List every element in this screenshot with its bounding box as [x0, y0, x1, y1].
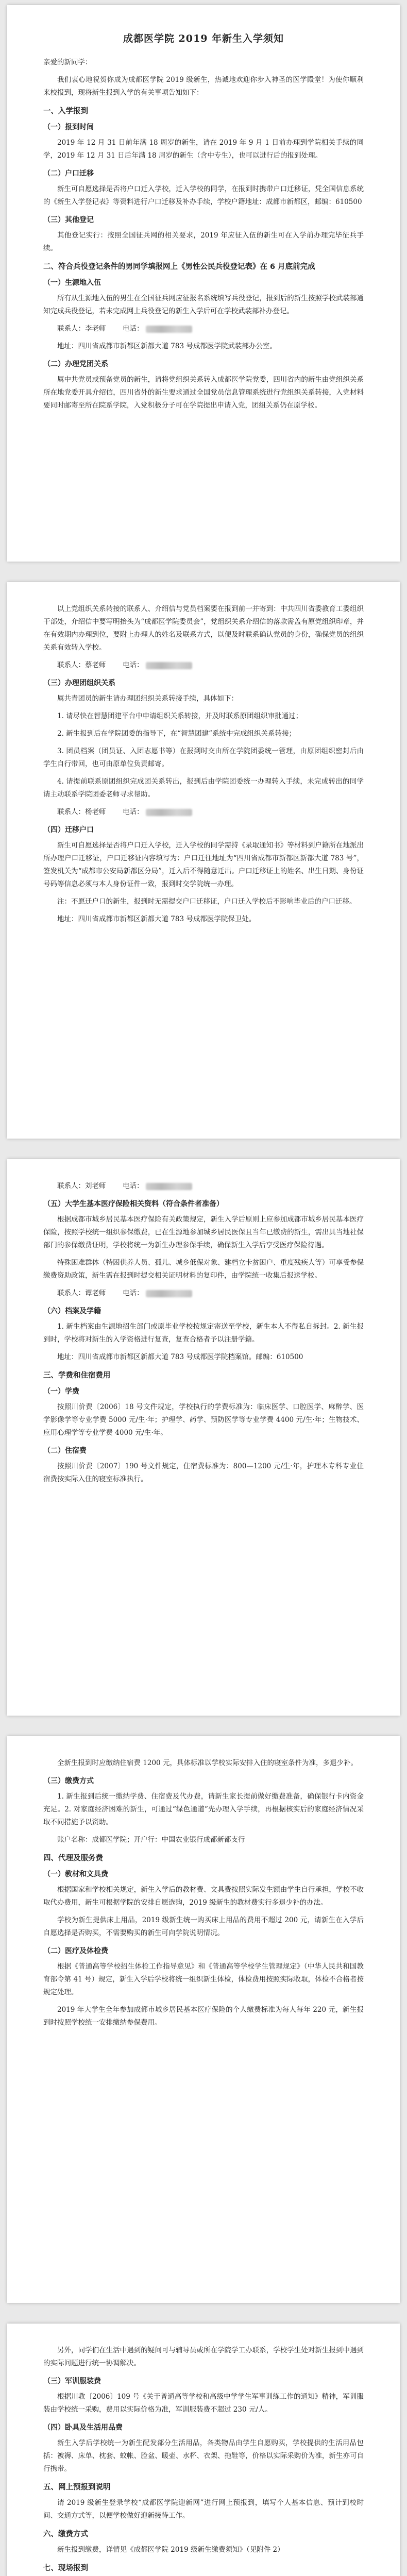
page-3 — [7, 1159, 400, 1716]
contact-person: 联系人：谭老师 电话： — [43, 1287, 364, 1300]
address: 地址：四川省成都市新都区新都大道 783 号成都医学院档案馆。邮编：610500 — [57, 1353, 303, 1361]
contact-person: 联系人：刘老师 电话： — [43, 1180, 364, 1193]
paragraph: 其他登记实行：按照全国征兵网的相关要求，2019 年应征入伍的新生可在入学前办理完毕征兵手续。 — [43, 231, 364, 252]
page-5 — [7, 2324, 400, 2576]
paragraph: 特殊困难群体（特困供养人员、孤儿、城乡低保对象、建档立卡贫困户、重度残疾人等）可享受参保缴费资助政策，新生需在报到时提交相关证明材料的复印件，由学院统一收集后报送学校。 — [43, 1259, 364, 1280]
subsection-heading: （一）生源地入伍 — [43, 279, 101, 287]
paragraph: 按照川价费〔2006〕18 号文件规定，学校执行的学费标准为：临床医学、口腔医学、麻醉学、医学影像学等专业学费 5000 元/生·年；护理学、药学、预防医学等专业学费 4400 元/生·年；生物技术、应用心理学等专业学费 4000 元/生·年。 — [43, 1403, 364, 1437]
paragraph: 根据成都市城乡居民基本医疗保险有关政策规定，新生入学后原则上应参加成都市城乡居民基本医疗保险，按照学校统一组织参保缴费，已在生源地参加城乡居民医保且当年已缴费的新生，需出具当地社保部门的参保缴费证明，学校将统一为新生办理参保手续，确保新生入学后享受医疗保险待遇。 — [43, 1215, 364, 1249]
page-1 — [7, 5, 400, 562]
subsection-heading: （四）迁移户口 — [43, 826, 94, 834]
redacted-phone — [146, 1183, 192, 1190]
paragraph: 新生入学后学校统一为新生配发部分生活用品，各类物品由学生自愿购买，学校提供的生活用品包括：被褥、床单、枕套、蚊帐、脸盆、暖壶、水杯、衣架、拖鞋等，价格以实际采购价为准，新生亦可自行携带。 — [43, 2439, 364, 2473]
subsection-heading: （一）报到时间 — [43, 123, 94, 131]
subsection-heading: （一）学费 — [43, 1387, 79, 1396]
subsection-heading: （六）档案及学籍 — [43, 1307, 101, 1315]
paragraph: 新生可自愿选择是否将户口迁入学校，迁入学校的同学需持《录取通知书》等材料到户籍所在地派出所办理户口迁移证，户口迁移证内容填写为：户口迁往地址为“四川省成都市新都区新都大道 783 号”，签发机关为“成都市公安局新都区分局”，迁入后不得随意迁出。户口迁移证上的姓名、出生日期、身份证号码等信息必须与本人身份证件一致，报到时交学院统一办理。 — [43, 841, 364, 888]
list-item: 4. 请提前联系原团组织完成团关系转出，报到后由学院团委统一办理转入手续，未完成转出的同学请主动联系学院团委老师寻求帮助。 — [43, 777, 364, 799]
contact-person: 联系人：杨老师 电话： — [43, 806, 364, 819]
subsection-heading: （四）卧具及生活用品费 — [43, 2424, 123, 2432]
redacted-phone — [146, 326, 192, 333]
paragraph: 全新生报到时应缴纳住宿费 1200 元，具体标准以学校实际安排入住的寝室条件为准，多退少补。 — [57, 1759, 358, 1767]
paragraph: 新生报到缴费，详情见《成都医学院 2019 级新生缴费须知》（见附件 2） — [57, 2546, 284, 2554]
redacted-phone — [146, 1290, 192, 1297]
subsection-heading: （五）大学生基本医疗保险相关资料（符合条件者准备） — [43, 1200, 224, 1208]
subsection-heading: （二）户口迁移 — [43, 170, 94, 178]
paragraph: 属中共党员或预备党员的新生，请将党组织关系转入成都医学院党委，四川省内的新生由党组织关系所在地党委开具介绍信，四川省外的新生要求通过全国党员信息管理系统进行党组织关系转接，入党材料要同时邮寄至所在院系学院，入党积极分子可在学院提出申请入党，团组关系仍在原学校。 — [43, 376, 364, 410]
paragraph: 属共青团员的新生请办理团组织关系转接手续，具体如下： — [57, 694, 238, 703]
paragraph: 注：不愿迁户口的新生，报到时无需提交户口迁移证，户口迁入学校后不影响毕业后的户口迁移。 — [57, 897, 357, 906]
address: 地址：四川省成都市新都区新都大道 783 号成都医学院武装部办公室。 — [57, 342, 277, 350]
section-heading: 五、网上预报到说明 — [43, 2483, 111, 2492]
section-heading: 二、符合兵役登记条件的男同学填报网上《男性公民兵役登记表》在 6 月底前完成 — [43, 263, 315, 271]
subsection-heading: （三）其他登记 — [43, 216, 94, 224]
paragraph: 根据国家和学校相关规定，新生入学后的教材费、文具费按照实际发生额由学生自行承担，学校不收取代办费用，新生可根据学院的安排自愿选购，2019 级新生的教材费实行多退少补的办法。 — [43, 1886, 364, 1907]
paragraph: 以上党组织关系转接的联系人、介绍信与党员档案要在报到前一并寄到：中共四川省委教育工委组织干部处，介绍信中要写明抬头为“成都医学院委员会”，党组织关系介绍信的落款需盖有原党组织印章，并在有效期内办理到位，要附上办理人的姓名及联系方式，以便及时联系确认党员的身份，确保党员的组织关系有效转入学校。 — [43, 605, 364, 652]
paragraph: 学校为新生提供床上用品，2019 级新生统一购买床上用品的费用不超过 200 元，请新生在入学后自愿选择是否购买，不需要购买的新生可向学院说明情况。 — [43, 1916, 364, 1937]
subsection-heading: （二）住宿费 — [43, 1447, 87, 1455]
paragraph: 新生可自愿选择是否将户口迁入学校，迁入学校的同学，在报到时携带户口迁移证，凭全国信息系统的《新生入学登记表》等资料进行户口迁移及补办手续，学校户籍地址：成都市新都区，邮编：610500 — [43, 185, 364, 206]
section-heading: 一、入学报到 — [43, 107, 88, 115]
subsection-heading: （三）办理团组织关系 — [43, 679, 115, 687]
list-item: 2. 新生报到后在学院团委的指导下，在“智慧团建”系统中完成组织关系转接； — [57, 730, 296, 738]
document-title: 成都医学院 2019 年新生入学须知 — [123, 33, 284, 44]
subsection-heading: （二）办理党团关系 — [43, 360, 108, 368]
contact-person: 联系人：蔡老师 电话： — [43, 659, 364, 672]
section-heading: 六、缴费方式 — [43, 2530, 88, 2538]
paragraph: 2019 年大学生全年参加成都市城乡居民基本医疗保险的个人缴费标准为每人每年 220 元，新生报到时按照学校统一安排缴纳参保费用。 — [43, 2006, 364, 2027]
paragraph: 1. 新生档案由生源地招生部门或原毕业学校按规定寄送至学校，新生本人不得私自拆封。2. 新生报到时，学校将对新生的入学资格进行复查，复查合格者予以注册学籍。 — [43, 1323, 364, 1344]
greeting: 亲爱的新同学： — [43, 58, 92, 66]
paragraph: 按照川价费〔2007〕190 号文件规定，住宿费标准为：800—1200 元/生·年，护理本专科专业住宿费按实际入住的寝室标准执行。 — [43, 1462, 364, 1483]
page-2 — [7, 582, 400, 1139]
page-4 — [7, 1736, 400, 2303]
paragraph: 请 2019 级新生登录学校“成都医学院迎新网”进行网上预报到，填写个人基本信息、预计到校时间、交通方式等，以便学校做好迎新接待工作。 — [43, 2499, 364, 2520]
list-item: 1. 请尽快在智慧团建平台中申请组织关系转接，并及时联系原团组织审批通过； — [57, 712, 303, 720]
subsection-heading: （三）缴费方式 — [43, 1777, 94, 1785]
intro-paragraph: 我们衷心地祝贺你成为成都医学院 2019 级新生，热诚地欢迎你步入神圣的医学殿堂！为使你顺利来校报到，现将新生报到入学的有关事项告知如下： — [43, 76, 364, 97]
subsection-heading: （二）医疗及体检费 — [43, 1947, 108, 1955]
contact-person: 联系人：李老师 电话： — [43, 323, 364, 335]
list-item: 3. 团员档案（团员证、入团志愿书等）在报到时交由所在学院团委统一管理，由原团组织密封后由学生自行带回，也可由原单位负责邮寄。 — [43, 747, 364, 768]
paragraph: 另外，同学们在生活中遇到的疑问可与辅导员或所在学院学工办联系，学校学生处对新生报到中遇到的实际问题进行统一协调解决。 — [43, 2346, 364, 2367]
paragraph: 所有从生源地入伍的男生在全国征兵网应征报名系统填写兵役登记，报到后的新生按照学校武装部通知完成兵役登记，若未完成网上兵役登记的新生入学后可在学校武装部补办登记。 — [43, 294, 364, 315]
subsection-heading: （三）军训服装费 — [43, 2377, 101, 2385]
paragraph: 根据《普通高等学校招生体检工作指导意见》和《普通高等学校学生管理规定》（中华人民共和国教育部令第 41 号）规定，新生入学后学校将统一组织新生体检，体检费用按照实际收取，体检不合格者按规定处理。 — [43, 1962, 364, 1996]
paragraph: 1. 新生报到后统一缴纳学费、住宿费及代办费，请新生家长提前做好缴费准备，确保银行卡内资金充足。2. 对家庭经济困难的新生，可通过“绿色通道”先办理入学手续，再根据核实后的家庭经济情况采取不同措施予以资助。 — [43, 1792, 364, 1826]
section-heading: 七、现场报到 — [43, 2564, 88, 2572]
section-heading: 三、学费和住宿费用 — [43, 1371, 111, 1380]
subsection-heading: （一）教材和文具费 — [43, 1870, 108, 1878]
redacted-phone — [146, 809, 192, 816]
paragraph: 根据川教〔2006〕109 号《关于普通高等学校和高级中学学生军事训练工作的通知》精神，军训服装由学校统一采购，费用以实际价格为准，军训服装费不超过 230 元/人。 — [43, 2393, 364, 2414]
section-heading: 四、代理及服务费 — [43, 1854, 103, 1862]
bank-account: 账户名称：成都医学院；开户行：中国农业银行成都新都支行 — [57, 1836, 245, 1844]
redacted-phone — [146, 662, 192, 669]
paragraph: 2019 年 12 月 31 日前年满 18 周岁的新生，请在 2019 年 9 月 1 日前办理到学院相关手续的同学，2019 年 12 月 31 日后年满 18 周岁的新生（含中专生），也可以进行后的报到处理。 — [43, 139, 364, 160]
address: 地址：四川省成都市新都区新都大道 783 号成都医学院保卫处。 — [57, 915, 256, 923]
